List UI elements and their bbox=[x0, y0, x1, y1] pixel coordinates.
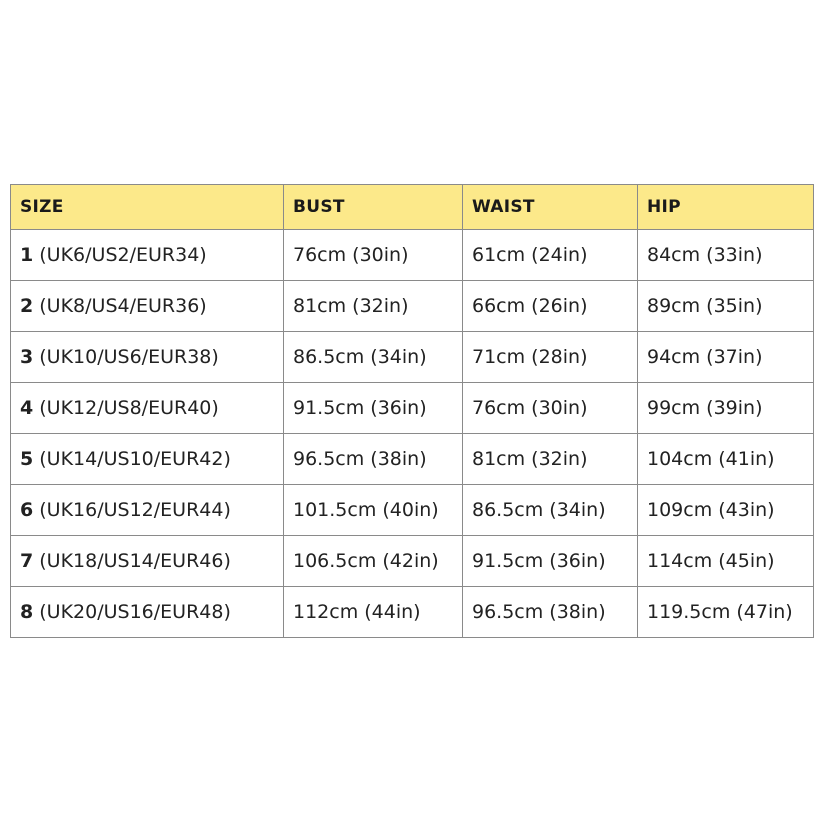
waist-cell: 61cm (24in) bbox=[463, 230, 638, 281]
bust-cell: 86.5cm (34in) bbox=[284, 332, 463, 383]
size-cell bbox=[11, 485, 284, 536]
table-row bbox=[11, 485, 814, 536]
size-cell bbox=[11, 383, 284, 434]
header-hip: HIP bbox=[638, 185, 814, 230]
size-number: 6 bbox=[20, 499, 34, 521]
size-cell bbox=[11, 281, 284, 332]
waist-cell: 81cm (32in) bbox=[463, 434, 638, 485]
size-cell bbox=[11, 434, 284, 485]
table-row bbox=[11, 587, 814, 638]
size-number: 8 bbox=[20, 601, 34, 623]
size-number: 3 bbox=[20, 346, 34, 368]
size-equivalents: (UK20/US16/EUR48) bbox=[33, 601, 231, 623]
bust-cell: 106.5cm (42in) bbox=[284, 536, 463, 587]
waist-cell: 76cm (30in) bbox=[463, 383, 638, 434]
size-equivalents: (UK12/US8/EUR40) bbox=[33, 397, 219, 419]
bust-cell: 81cm (32in) bbox=[284, 281, 463, 332]
hip-cell: 104cm (41in) bbox=[638, 434, 814, 485]
size-equivalents: (UK16/US12/EUR44) bbox=[33, 499, 231, 521]
header-waist: WAIST bbox=[463, 185, 638, 230]
size-number: 1 bbox=[20, 244, 34, 266]
table-row bbox=[11, 332, 814, 383]
size-number: 5 bbox=[20, 448, 34, 470]
hip-cell: 119.5cm (47in) bbox=[638, 587, 814, 638]
table-body bbox=[11, 230, 814, 638]
bust-cell: 101.5cm (40in) bbox=[284, 485, 463, 536]
size-equivalents: (UK10/US6/EUR38) bbox=[33, 346, 219, 368]
bust-cell: 112cm (44in) bbox=[284, 587, 463, 638]
header-row bbox=[11, 185, 814, 230]
header-size: SIZE bbox=[11, 185, 284, 230]
hip-cell: 114cm (45in) bbox=[638, 536, 814, 587]
size-number: 7 bbox=[20, 550, 34, 572]
table-row bbox=[11, 434, 814, 485]
table-row bbox=[11, 281, 814, 332]
hip-cell: 89cm (35in) bbox=[638, 281, 814, 332]
size-number: 2 bbox=[20, 295, 34, 317]
hip-cell: 109cm (43in) bbox=[638, 485, 814, 536]
size-chart-table bbox=[10, 184, 814, 638]
size-equivalents: (UK8/US4/EUR36) bbox=[33, 295, 207, 317]
size-cell bbox=[11, 587, 284, 638]
size-cell bbox=[11, 536, 284, 587]
size-equivalents: (UK6/US2/EUR34) bbox=[33, 244, 207, 266]
waist-cell: 91.5cm (36in) bbox=[463, 536, 638, 587]
size-cell bbox=[11, 230, 284, 281]
hip-cell: 99cm (39in) bbox=[638, 383, 814, 434]
hip-cell: 84cm (33in) bbox=[638, 230, 814, 281]
waist-cell: 86.5cm (34in) bbox=[463, 485, 638, 536]
size-equivalents: (UK18/US14/EUR46) bbox=[33, 550, 231, 572]
table-row bbox=[11, 230, 814, 281]
waist-cell: 96.5cm (38in) bbox=[463, 587, 638, 638]
bust-cell: 91.5cm (36in) bbox=[284, 383, 463, 434]
size-cell bbox=[11, 332, 284, 383]
table-row bbox=[11, 536, 814, 587]
size-equivalents: (UK14/US10/EUR42) bbox=[33, 448, 231, 470]
waist-cell: 71cm (28in) bbox=[463, 332, 638, 383]
table-row bbox=[11, 383, 814, 434]
bust-cell: 96.5cm (38in) bbox=[284, 434, 463, 485]
hip-cell: 94cm (37in) bbox=[638, 332, 814, 383]
header-bust: BUST bbox=[284, 185, 463, 230]
bust-cell: 76cm (30in) bbox=[284, 230, 463, 281]
size-number: 4 bbox=[20, 397, 34, 419]
waist-cell: 66cm (26in) bbox=[463, 281, 638, 332]
table-header bbox=[11, 185, 814, 230]
